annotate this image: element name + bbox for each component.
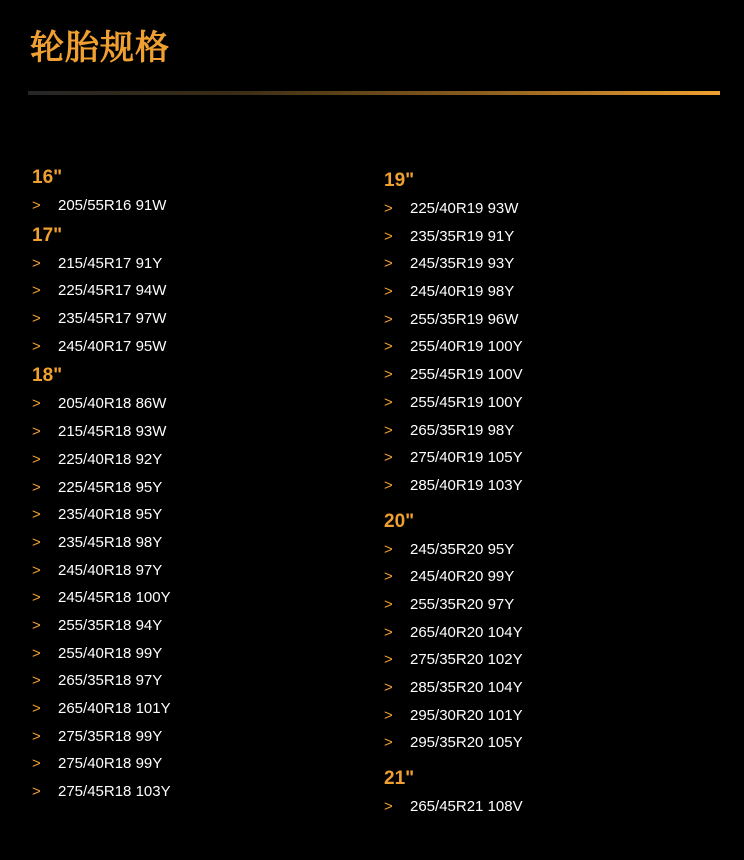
tire-size-item xyxy=(32,446,352,474)
rim-size-group xyxy=(32,224,352,361)
chevron-right-icon: > xyxy=(32,783,41,801)
tire-size-item xyxy=(32,418,352,446)
chevron-right-icon: > xyxy=(32,672,41,690)
chevron-right-icon: > xyxy=(384,200,393,217)
tire-size-item xyxy=(32,750,352,778)
rim-size-heading: 21" xyxy=(384,768,415,790)
chevron-right-icon: > xyxy=(384,568,393,586)
tire-size-item xyxy=(32,333,352,361)
chevron-right-icon: > xyxy=(384,651,393,669)
tire-size-item xyxy=(32,192,352,220)
chevron-right-icon: > xyxy=(32,589,41,607)
tire-size-label: 275/45R18 103Y xyxy=(58,783,171,801)
tire-size-item xyxy=(384,729,704,757)
tire-size-item xyxy=(32,612,352,640)
tire-size-label: 275/35R20 102Y xyxy=(410,651,523,669)
tire-size-label: 225/40R18 92Y xyxy=(58,450,163,468)
tire-size-label: 255/40R18 99Y xyxy=(58,644,163,662)
tire-size-label: 275/40R18 99Y xyxy=(58,755,163,773)
chevron-right-icon: > xyxy=(384,798,393,816)
chevron-right-icon: > xyxy=(384,734,393,752)
chevron-right-icon: > xyxy=(384,540,393,558)
chevron-right-icon: > xyxy=(32,506,41,524)
chevron-right-icon: > xyxy=(32,478,41,496)
tire-size-label: 265/35R19 98Y xyxy=(410,421,515,439)
rim-size-group xyxy=(32,166,352,220)
tire-size-label: 265/40R18 101Y xyxy=(58,700,171,717)
tire-size-item xyxy=(32,501,352,529)
tire-size-item xyxy=(32,390,352,418)
tire-size-label: 255/35R18 94Y xyxy=(58,616,163,634)
tire-size-label: 295/35R20 105Y xyxy=(410,734,523,752)
tire-size-item xyxy=(32,557,352,585)
tire-size-label: 225/45R17 94W xyxy=(58,282,167,300)
chevron-right-icon: > xyxy=(384,227,393,245)
tire-size-item xyxy=(384,536,704,564)
tire-size-item xyxy=(384,195,704,223)
tire-size-item xyxy=(384,563,704,591)
chevron-right-icon: > xyxy=(32,561,41,579)
chevron-right-icon: > xyxy=(384,366,393,384)
title-divider xyxy=(28,91,720,95)
tire-size-item xyxy=(384,472,704,500)
rim-size-group xyxy=(384,767,704,821)
chevron-right-icon: > xyxy=(384,393,393,411)
tire-size-label: 255/40R19 100Y xyxy=(410,338,523,356)
tire-size-label: 235/35R19 91Y xyxy=(410,227,515,245)
tire-size-label: 255/35R20 97Y xyxy=(410,595,515,613)
chevron-right-icon: > xyxy=(32,423,41,441)
tire-size-item xyxy=(384,674,704,702)
tire-size-item xyxy=(384,389,704,417)
chevron-right-icon: > xyxy=(32,700,41,717)
tire-size-label: 245/40R19 98Y xyxy=(410,283,515,301)
chevron-right-icon: > xyxy=(384,255,393,273)
tire-size-item xyxy=(32,250,352,278)
chevron-right-icon: > xyxy=(32,254,41,272)
chevron-right-icon: > xyxy=(384,283,393,301)
chevron-right-icon: > xyxy=(384,449,393,467)
tire-size-label: 215/45R17 91Y xyxy=(58,254,163,272)
chevron-right-icon: > xyxy=(32,310,41,328)
chevron-right-icon: > xyxy=(32,282,41,300)
rim-size-group xyxy=(32,364,352,805)
tire-size-label: 205/40R18 86W xyxy=(58,395,167,413)
tire-size-item xyxy=(32,474,352,502)
tire-size-label: 255/45R19 100Y xyxy=(410,393,523,411)
tire-size-item xyxy=(384,702,704,730)
tire-size-label: 255/45R19 100V xyxy=(410,366,523,384)
chevron-right-icon: > xyxy=(384,679,393,696)
tire-size-item xyxy=(384,333,704,361)
tire-size-label: 225/45R18 95Y xyxy=(58,478,163,496)
chevron-right-icon: > xyxy=(32,197,41,214)
rim-size-group xyxy=(384,169,704,500)
tire-size-item xyxy=(384,278,704,306)
rim-size-group xyxy=(384,510,704,758)
tire-size-label: 295/30R20 101Y xyxy=(410,706,523,724)
chevron-right-icon: > xyxy=(32,395,41,413)
tire-size-label: 205/55R16 91W xyxy=(58,197,167,214)
tire-size-item xyxy=(32,277,352,305)
tire-size-item xyxy=(32,584,352,612)
chevron-right-icon: > xyxy=(32,616,41,634)
tire-size-item xyxy=(384,793,704,821)
tire-size-item xyxy=(384,223,704,251)
chevron-right-icon: > xyxy=(384,421,393,439)
tire-size-item xyxy=(384,646,704,674)
rim-size-heading: 17" xyxy=(32,224,63,246)
tire-size-item xyxy=(32,640,352,668)
tire-size-label: 225/40R19 93W xyxy=(410,200,519,217)
tire-size-item xyxy=(384,417,704,445)
tire-size-item xyxy=(384,361,704,389)
tire-size-label: 245/40R17 95W xyxy=(58,337,167,355)
chevron-right-icon: > xyxy=(384,338,393,356)
chevron-right-icon: > xyxy=(32,450,41,468)
chevron-right-icon: > xyxy=(32,533,41,551)
tire-size-label: 265/35R18 97Y xyxy=(58,672,163,690)
rim-size-heading: 16" xyxy=(32,167,63,188)
tire-size-label: 275/40R19 105Y xyxy=(410,449,523,467)
tire-size-item xyxy=(384,444,704,472)
chevron-right-icon: > xyxy=(384,706,393,724)
tire-size-item xyxy=(32,778,352,806)
tire-size-label: 235/45R17 97W xyxy=(58,310,167,328)
chevron-right-icon: > xyxy=(32,337,41,355)
chevron-right-icon: > xyxy=(384,476,393,494)
tire-size-item xyxy=(32,305,352,333)
tire-size-item xyxy=(32,723,352,751)
tire-size-label: 245/40R20 99Y xyxy=(410,568,515,586)
tire-size-item xyxy=(32,667,352,695)
chevron-right-icon: > xyxy=(384,595,393,613)
chevron-right-icon: > xyxy=(384,310,393,328)
tire-size-item xyxy=(384,591,704,619)
tire-size-label: 265/40R20 104Y xyxy=(410,623,523,641)
chevron-right-icon: > xyxy=(32,727,41,745)
tire-size-item xyxy=(384,250,704,278)
tire-size-label: 235/40R18 95Y xyxy=(58,506,163,524)
tire-size-label: 245/35R19 93Y xyxy=(410,255,515,273)
rim-size-heading: 19" xyxy=(384,170,415,191)
tire-size-label: 215/45R18 93W xyxy=(58,423,167,441)
tire-size-label: 255/35R19 96W xyxy=(410,310,519,328)
rim-size-heading: 18" xyxy=(32,365,63,387)
tire-size-label: 265/45R21 108V xyxy=(410,798,523,816)
tire-size-label: 245/35R20 95Y xyxy=(410,540,515,558)
tire-size-item xyxy=(32,529,352,557)
left-size-column xyxy=(32,166,352,806)
tire-size-item xyxy=(384,306,704,334)
tire-size-label: 235/45R18 98Y xyxy=(58,533,163,551)
right-size-column xyxy=(384,169,704,821)
tire-size-label: 245/40R18 97Y xyxy=(58,561,163,579)
tire-size-label: 245/45R18 100Y xyxy=(58,589,171,607)
tire-size-label: 285/40R19 103Y xyxy=(410,476,523,494)
page-title: 轮胎规格 xyxy=(30,28,170,68)
tire-size-item xyxy=(384,619,704,647)
tire-size-label: 275/35R18 99Y xyxy=(58,727,163,745)
tire-size-item xyxy=(32,695,352,723)
rim-size-heading: 20" xyxy=(384,510,415,532)
chevron-right-icon: > xyxy=(384,623,393,641)
tire-size-label: 285/35R20 104Y xyxy=(410,679,523,696)
chevron-right-icon: > xyxy=(32,755,41,773)
chevron-right-icon: > xyxy=(32,644,41,662)
